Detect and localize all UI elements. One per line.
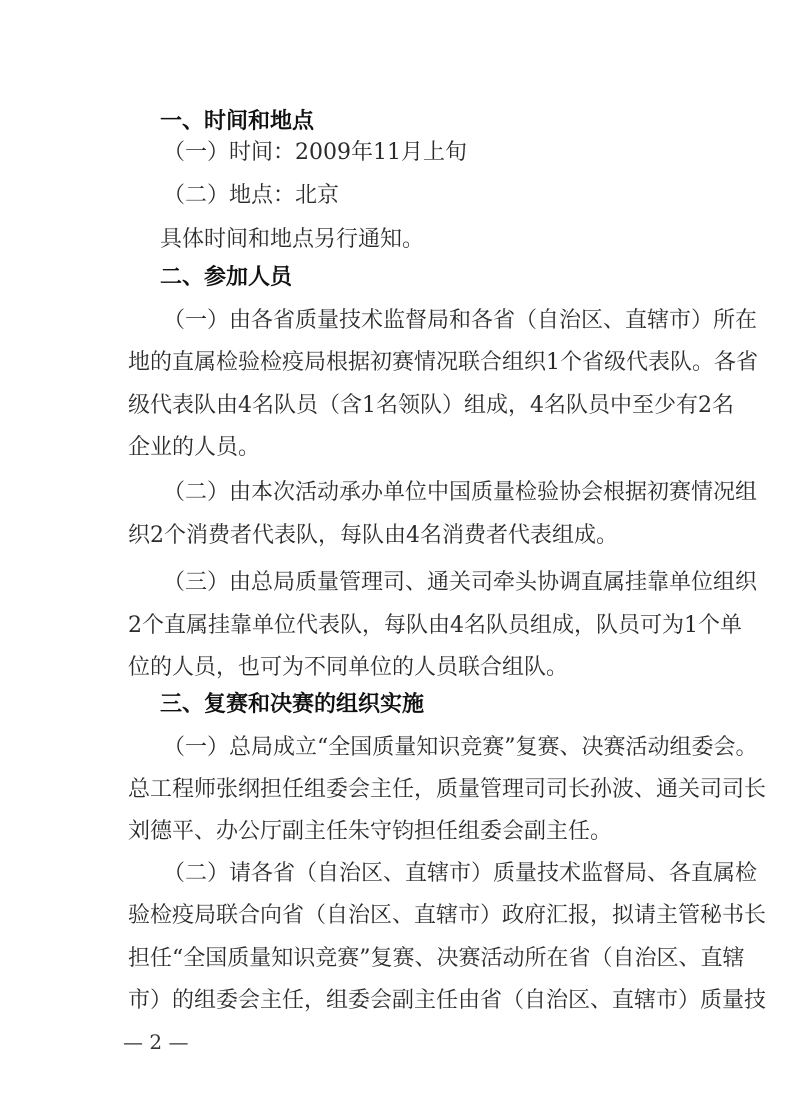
section-heading: 一、时间和地点 — [160, 109, 315, 134]
paragraph-line: 级代表队由4名队员（含1名领队）组成，4名队员中至少有2名 — [128, 393, 734, 418]
paragraph-line: 织2个消费者代表队，每队由4名消费者代表组成。 — [128, 523, 618, 548]
page-number: — 2 — — [123, 1030, 189, 1054]
paragraph-line: （三）由总局质量管理司、通关司牵头协调直属挂靠单位组织 — [163, 570, 758, 595]
paragraph-line: 担任“全国质量知识竞赛”复赛、决赛活动所在省（自治区、直辖 — [128, 946, 745, 971]
paragraph-line: 刘德平、办公厅副主任朱守钧担任组委会副主任。 — [128, 819, 613, 844]
paragraph-line: （一）时间：2009年11月上旬 — [163, 140, 467, 165]
section-heading: 二、参加人员 — [160, 265, 293, 290]
paragraph-line: 具体时间和地点另行通知。 — [160, 227, 425, 252]
paragraph-line: 2个直属挂靠单位代表队，每队由4名队员组成，队员可为1个单 — [128, 613, 742, 638]
section-heading: 三、复赛和决赛的组织实施 — [160, 692, 425, 717]
paragraph-line: （二）请各省（自治区、直辖市）质量技术监督局、各直属检 — [163, 861, 758, 886]
paragraph-line: （二）由本次活动承办单位中国质量检验协会根据初赛情况组 — [163, 480, 758, 505]
paragraph-line: 验检疫局联合向省（自治区、直辖市）政府汇报，拟请主管秘书长 — [128, 903, 767, 928]
paragraph-line: 市）的组委会主任，组委会副主任由省（自治区、直辖市）质量技 — [128, 988, 767, 1013]
paragraph-line: 地的直属检验检疫局根据初赛情况联合组织1个省级代表队。各省 — [128, 350, 758, 375]
paragraph-line: （二）地点：北京 — [163, 183, 340, 208]
paragraph-line: 总工程师张纲担任组委会主任，质量管理司司长孙波、通关司司长 — [128, 777, 767, 802]
paragraph-line: （一）总局成立“全国质量知识竞赛”复赛、决赛活动组委会。 — [163, 735, 758, 760]
paragraph-line: 位的人员，也可为不同单位的人员联合组队。 — [128, 655, 569, 680]
paragraph-line: （一）由各省质量技术监督局和各省（自治区、直辖市）所在 — [163, 308, 758, 333]
paragraph-line: 企业的人员。 — [128, 435, 261, 460]
